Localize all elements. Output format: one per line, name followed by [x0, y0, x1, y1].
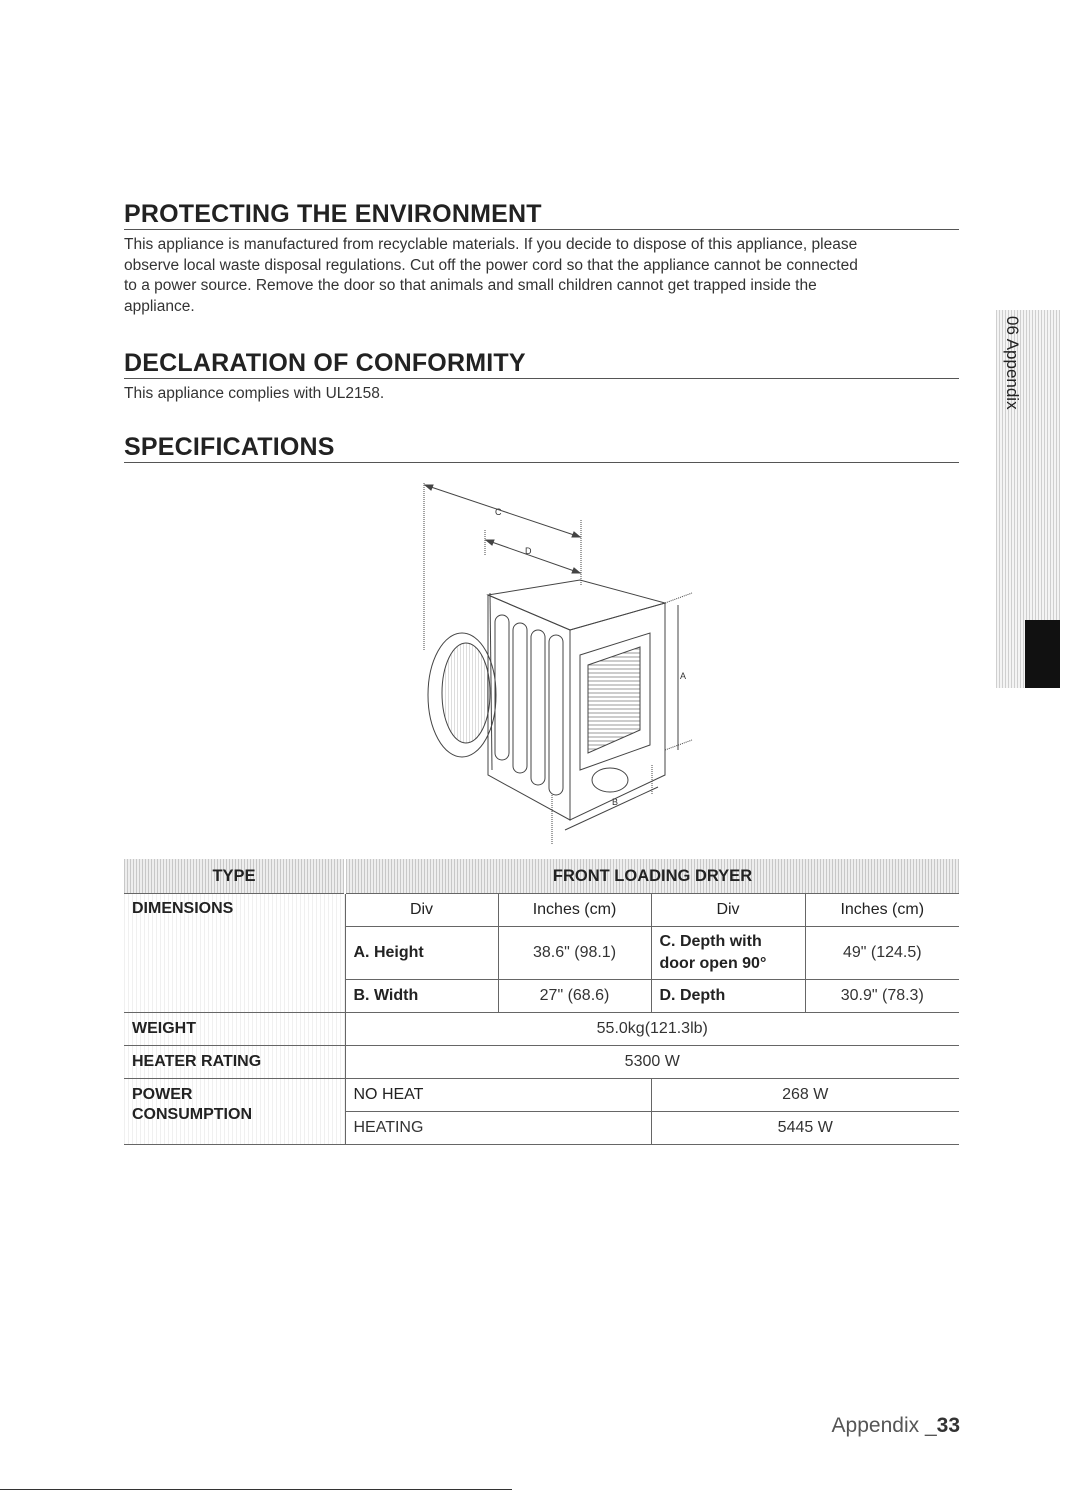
environment-paragraph [124, 235, 959, 317]
specifications-table [124, 859, 959, 1145]
div-label: Div [345, 894, 498, 927]
table-row [124, 1079, 959, 1112]
weight-label: WEIGHT [124, 1013, 345, 1046]
depth-value: 30.9" (78.3) [805, 980, 959, 1013]
power-label-line: POWER [132, 1086, 193, 1103]
environment-section [124, 200, 959, 317]
heater-rating-value: 5300 W [345, 1046, 959, 1079]
environment-line: This appliance is manufactured from recyclable materials. If you decide to dispose of this appliance, please [124, 236, 858, 253]
inches-label: Inches (cm) [805, 894, 959, 927]
specifications-heading: SPECIFICATIONS [124, 433, 959, 463]
environment-line: to a power source. Remove the door so that animals and small children cannot get trapped inside the [124, 277, 817, 294]
side-tab-label: 06 Appendix [1003, 316, 1022, 410]
environment-heading: PROTECTING THE ENVIRONMENT [124, 200, 959, 230]
power-consumption-label [124, 1079, 345, 1145]
heating-value: 5445 W [651, 1112, 959, 1145]
width-label: B. Width [345, 980, 498, 1013]
dimensions-label [124, 894, 345, 1013]
side-tab-marker [1025, 620, 1060, 688]
no-heat-label: NO HEAT [345, 1079, 651, 1112]
depth-label: D. Depth [651, 980, 805, 1013]
diagram-label-d: D [525, 546, 532, 556]
conformity-text: This appliance complies with UL2158. [124, 385, 385, 402]
dryer-dimension-diagram [400, 475, 720, 850]
bottom-rule [0, 1489, 512, 1490]
environment-line: appliance. [124, 297, 195, 315]
height-label: A. Height [345, 927, 498, 980]
table-header-row [124, 859, 959, 894]
no-heat-value: 268 W [651, 1079, 959, 1112]
footer-section: Appendix _ [831, 1414, 937, 1437]
heater-rating-label: HEATER RATING [124, 1046, 345, 1079]
diagram-label-a: A [680, 671, 687, 681]
page-footer [820, 1414, 960, 1438]
header-product: FRONT LOADING DRYER [345, 859, 959, 894]
specifications-section [124, 433, 959, 463]
diagram-label-c: C [495, 507, 502, 517]
dimensions-label-text: DIMENSIONS [132, 900, 234, 917]
weight-value: 55.0kg(121.3lb) [345, 1013, 959, 1046]
depth-open-label: C. Depth with door open 90° [651, 927, 805, 980]
conformity-section [124, 349, 959, 405]
heating-label: HEATING [345, 1112, 651, 1145]
power-label-line: CONSUMPTION [132, 1106, 252, 1123]
diagram-label-b: B [612, 797, 619, 807]
table-row [124, 894, 959, 927]
page-number: 33 [936, 1414, 960, 1437]
conformity-heading: DECLARATION OF CONFORMITY [124, 349, 959, 379]
header-type: TYPE [124, 859, 345, 894]
inches-label: Inches (cm) [498, 894, 651, 927]
table-row [124, 1046, 959, 1079]
depth-open-value: 49" (124.5) [805, 927, 959, 980]
div-label: Div [651, 894, 805, 927]
environment-line: observe local waste disposal regulations. Cut off the power cord so that the appliance cannot be connected [124, 256, 858, 274]
width-value: 27" (68.6) [498, 980, 651, 1013]
height-value: 38.6" (98.1) [498, 927, 651, 980]
table-row [124, 1013, 959, 1046]
